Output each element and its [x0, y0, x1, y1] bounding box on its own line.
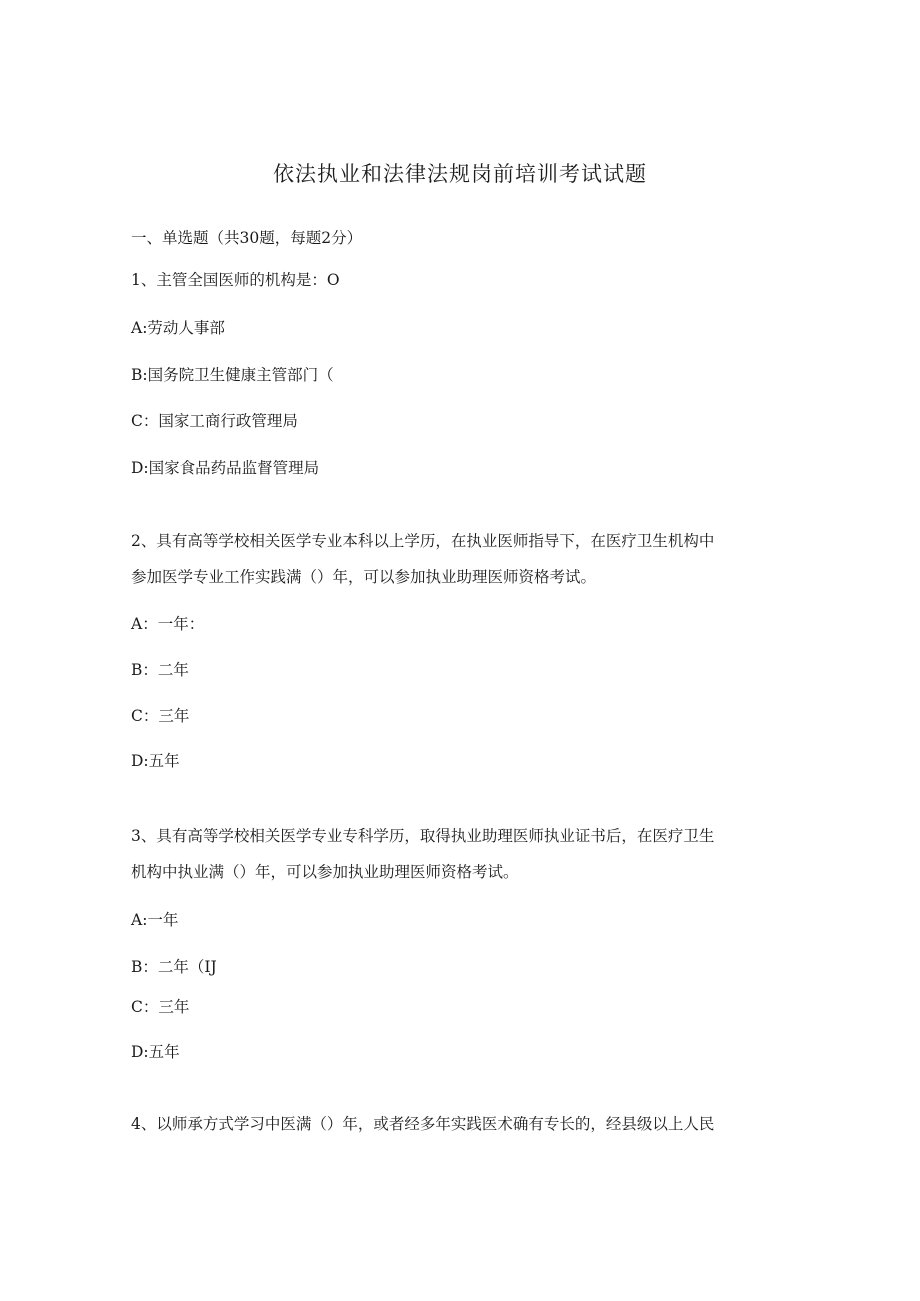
section-heading: 一、单选题（共30题，每题2分） — [131, 229, 363, 247]
question-3-option-b: B：二年（IJ — [131, 958, 217, 976]
question-2-stem-line-2: 参加医学专业工作实践满（）年，可以参加执业助理医师资格考试。 — [131, 568, 597, 586]
question-3-option-d: D:五年 — [131, 1043, 180, 1061]
page-title: 依法执业和法律法规岗前培训考试试题 — [273, 162, 647, 186]
question-2-option-a: A：一年： — [131, 615, 205, 633]
question-2-option-b: B：二年 — [131, 661, 189, 679]
question-1-option-b: B:国务院卫生健康主管部门（ — [131, 366, 334, 384]
question-3-stem-line-2: 机构中执业满（）年，可以参加执业助理医师资格考试。 — [131, 863, 519, 881]
question-2-option-c: C：三年 — [131, 707, 190, 725]
question-3-option-a: A:一年 — [131, 911, 179, 929]
question-1-option-d: D:国家食品药品监督管理局 — [131, 459, 320, 477]
question-1-stem: 1、主管全国医师的机构是：O — [131, 271, 340, 289]
question-1-option-a: A:劳动人事部 — [131, 319, 225, 337]
question-3-option-c: C：三年 — [131, 998, 190, 1016]
question-3-stem-line-1: 3、具有高等学校相关医学专业专科学历，取得执业助理医师执业证书后，在医疗卫生 — [131, 827, 715, 845]
question-1-option-c: C：国家工商行政管理局 — [131, 412, 298, 430]
question-2-option-d: D:五年 — [131, 752, 180, 770]
question-2-stem-line-1: 2、具有高等学校相关医学专业本科以上学历，在执业医师指导下，在医疗卫生机构中 — [131, 532, 715, 550]
question-4-stem-line-1: 4、以师承方式学习中医满（）年，或者经多年实践医术确有专长的，经县级以上人民 — [131, 1115, 715, 1133]
